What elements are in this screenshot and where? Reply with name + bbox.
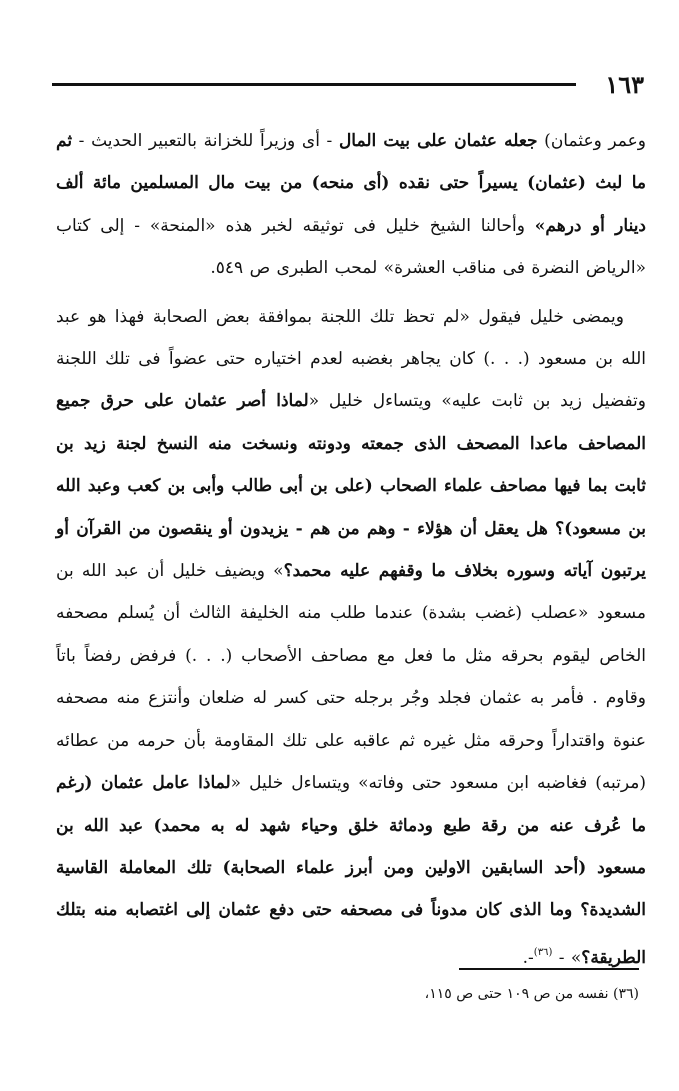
footnote-reference: (٣٦) bbox=[533, 946, 553, 958]
footnote-rule bbox=[459, 968, 639, 970]
p2-seg: » ويضيف خليل أن عبد الله بن مسعود «عصلب (غضب بشدة) عندما طلب منه الخليفة الثالث أن يُسلم مصحفه الخاص ليقوم بحرقه مثل ما فعل مع مصاحف الأصحاب (. . .) فرفض رفضاً باتاً وقاوم . فأمر به عثمان فجلد وجُر برجله حتى كسر له ضلعان وأنتزع منه مصحفه عنوة واقتداراً وحرقه مثل غيره ثم عاقبه على تلك المقاومة بأن حرمه من عطائه (مرتبه) فغاضبه ابن مسعود حتى وفاته» ويتساءل خليل « bbox=[56, 561, 646, 794]
p2-seg: لماذا أصر عثمان على حرق جميع المصاحف ماعدا المصحف الذى جمعته ودونته ونسخت منه النسخ لجنة زيد بن ثابت بما فيها مصاحف علماء الصحاب (على بن أبى طالب وأبى بن كعب وعبد الله بن مسعود)؟ هل يعقل أن هؤلاء - وهم من هم - يزيدون أو ينقصون من القرآن أو يرتبون آياته وسوره بخلاف ما وقفهم عليه محمد؟ bbox=[56, 391, 646, 582]
p2-seg: لماذا عامل عثمان (رغم ما عُرف عنه من رقة طبع ودماثة خلق وحياء شهد له به محمد) عبد الله بن مسعود (أحد السابقين الاولين ومن أبرز علماء الصحابة) تلك المعاملة القاسية الشديدة؟ وما الذى كان مدوناً فى مصحفه حتى دفع عثمان إلى اغتصابه منه بتلك الطريقة؟ bbox=[56, 773, 646, 968]
p2-end: -. bbox=[522, 947, 534, 968]
footnote: (٣٦) نفسه من ص ١٠٩ حتى ص ١١٥، bbox=[424, 986, 639, 1002]
header-rule bbox=[52, 83, 576, 86]
body-text bbox=[56, 120, 646, 979]
p1-seg: وأحالنا الشيخ خليل فى توثيقه لخبر هذه «المنحة» - إلى كتاب «الرياض النضرة فى مناقب العشرة» لمحب الطبرى ص ٥٤٩. bbox=[56, 215, 646, 279]
p1-seg: - أى وزيراً للخزانة بالتعبير الحديث - bbox=[72, 131, 339, 151]
page-number: ١٦٣ bbox=[605, 70, 644, 99]
p1-seg: جعله عثمان على بيت المال bbox=[338, 131, 538, 151]
p2-seg: ويمضى خليل فيقول «لم تحظ تلك اللجنة بموافقة بعض الصحابة فهذا هو عبد الله بن مسعود (. . .) كان يجاهر بغضبه لعدم اختياره حتى عضواً فى تلك اللجنة وتفضيل زيد بن ثابت عليه» ويتساءل خليل « bbox=[56, 306, 646, 412]
p1-seg: ثم ما لبث (عثمان) يسيراً حتى نقده (أى منحه) من بيت مال المسلمين مائة ألف دينار أو درهم» bbox=[56, 131, 646, 236]
paragraph-1 bbox=[56, 120, 646, 290]
p2-seg: » - bbox=[552, 947, 582, 968]
paragraph-2 bbox=[56, 296, 646, 980]
p1-seg: وعمر وعثمان) bbox=[537, 131, 646, 151]
page-header bbox=[52, 70, 644, 100]
